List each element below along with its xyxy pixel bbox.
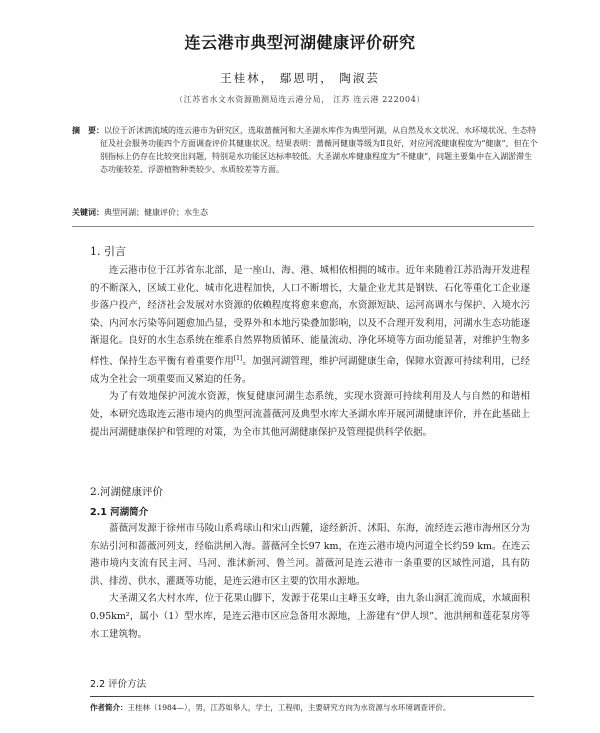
- footnote-divider: [90, 696, 534, 697]
- section-1-body: [90, 262, 530, 441]
- section-2-heading: 2.河湖健康评价: [90, 486, 164, 498]
- abstract-block: [72, 124, 538, 176]
- header-divider: [72, 226, 534, 227]
- section-2-1-heading: 2.1 河湖简介: [90, 507, 149, 518]
- section-1-heading: 1. 引言: [90, 245, 126, 258]
- keywords-text: 典型河湖；健康评价；水生态: [104, 208, 208, 217]
- intro-paragraph-1-text-end: 。加强河湖管理，维护河湖健康生命，保障水资源可持续利用，已经成为全社会一项重要而又紧迫的任务。: [90, 356, 530, 385]
- keywords-line: [72, 206, 538, 219]
- intro-paragraph-2: 为了有效地保护河流水资源，恢复健康河湖生态系统，实现水资源可持续利用及人与自然的和谐相处，本研究选取连云港市境内的典型河流蔷薇河及典型水库大圣湖水库开展河湖健康评价，并在此基础上提出河湖健康保护和管理的对策，为全市其他河湖健康保护及管理提供科学依据。: [90, 391, 530, 438]
- footnote-label: 作者简介：: [90, 703, 128, 712]
- intro-paragraph-1: [90, 262, 530, 388]
- keywords-label: 关键词：: [72, 207, 104, 217]
- abstract-paragraph: [72, 124, 538, 176]
- section-2-1-body: [90, 520, 530, 643]
- section-2-2-heading: 2.2 评价方法: [90, 679, 147, 690]
- paper-title: 连云港市典型河湖健康评价研究: [184, 33, 416, 52]
- footnote-text: 王桂林（1984—），男，江苏如皋人，学士，工程师，主要研究方向为水资源与水环境调查评价。: [127, 703, 451, 712]
- author-affiliation: （江苏省水文水资源勘测局连云港分局， 江苏 连云港 222004）: [175, 95, 425, 104]
- author-list: 王桂林， 鄢恩明， 陶淑芸: [220, 71, 380, 85]
- rose-river-paragraph: 蔷薇河发源于徐州市马陵山系鸡球山和宋山西麓，途经新沂、沭阳、东海，流经连云港市海州区分为东站引河和蔷薇河列支，经临洪闸入海。蔷薇河全长97 km，在连云港市境内河道全长约59 km。在连云港市境内支流有民主河、马河、淮沭新河、鲁兰河。蔷薇河是连云港市一条重要的区域性河道，具有防洪、排涝、供水、灌溉等功能，是连云港市区主要的饮用水源地。: [90, 523, 530, 587]
- abstract-text: 以位于沂沭泗流域的连云港市为研究区，选取蔷薇河和大圣湖水库作为典型河湖，从自然及水文状况、水环境状况、生态特征及社会服务功能四个方面调查评价其健康状况。结果表明：蔷薇河健康等级为Ⅱ良好，对应河流健康程度为“健康”，但在个别指标上仍存在比较突出问题，特别是水功能区达标率较低。大圣湖水库健康程度为“不健康”，问题主要集中在入湖淤滞生态功能较差、浮游植物种类较少、水质较差等方面。: [100, 126, 538, 174]
- intro-paragraph-1-text: 连云港市位于江苏省东北部，是一座山、海、港、城相依相拥的城市。近年来随着江苏沿海开发进程的不断深入，区域工业化、城市化进程加快，人口不断增长，大量企业尤其是钢铁、石化等重化工企业逐步落户投产，经济社会发展对水资源的依赖程度将愈来愈高，水资源短缺、运河高调水与保护、入境水污染、内河水污染等问题愈加凸显，受界外和本地污染叠加影响，以及不合理开发利用，河湖水生态功能逐渐退化。良好的水生态系统在维系自然界物质循环、能量流动、净化环境等方面功能显著，对维护生物多样性、保持生态平衡有着重要作用: [90, 265, 530, 368]
- dasheng-lake-paragraph: 大圣湖又名大村水库，位于花果山脚下，发源于花果山主峰玉女峰，由九条山涧汇流而成，水域面积0.95km²，属小（1）型水库，是连云港市区应急备用水源地，上游建有“伊人坝”、池洪闸和莲花泵房等水工建筑物。: [90, 593, 530, 640]
- author-footnote: [90, 702, 534, 714]
- citation-ref: [1]: [233, 354, 243, 362]
- abstract-label: 摘 要：: [72, 125, 104, 135]
